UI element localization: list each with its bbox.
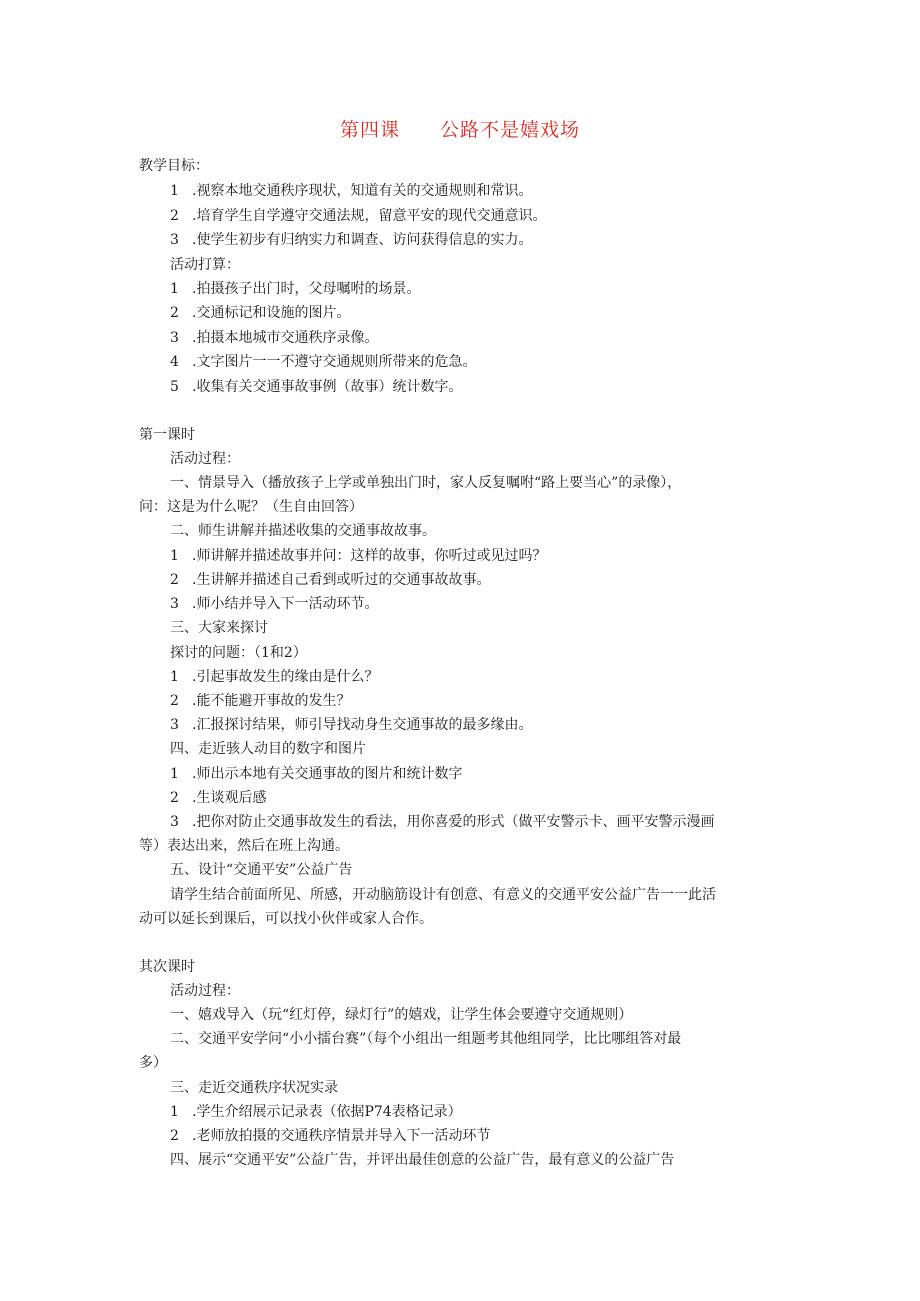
section-heading: 二、师生讲解并描述收集的交通事故故事。 — [170, 523, 436, 539]
list-item: 2 .培育学生自学遵守交通法规，留意平安的现代交通意识。 — [170, 208, 547, 224]
period-heading: 第一课时 — [139, 427, 195, 443]
list-item: 2 .交通标记和设施的图片。 — [170, 305, 351, 321]
list-item: 1 .师讲解并描述故事并问：这样的故事，你听过或见过吗？ — [170, 548, 547, 564]
lesson-title — [0, 117, 920, 143]
paragraph-line: 探讨的问题：（1和2） — [170, 645, 307, 661]
section-heading: 教学目标： — [139, 158, 209, 174]
list-item: 1 .视察本地交通秩序现状，知道有关的交通规则和常识。 — [170, 183, 533, 199]
list-item: 1 .引起事故发生的缘由是什么？ — [170, 669, 379, 685]
lesson-name: 公路不是嬉戏场 — [440, 119, 581, 141]
list-item: 3 .使学生初步有归纳实力和调查、访问获得信息的实力。 — [170, 232, 533, 248]
period-heading: 其次课时 — [139, 959, 195, 975]
paragraph-line: 多） — [139, 1055, 167, 1071]
list-item: 2 .能不能避开事故的发生？ — [170, 693, 351, 709]
lesson-number: 第四课 — [339, 119, 400, 141]
section-heading: 三、大家来探讨 — [170, 620, 268, 636]
paragraph-line: 动可以延长到课后，可以找小伙伴或家人合作。 — [139, 911, 433, 927]
list-item: 1 .学生介绍展示记录表（依据P74表格记录） — [170, 1104, 462, 1120]
list-item: 2 .老师放拍摄的交通秩序情景并导入下一活动环节 — [170, 1128, 491, 1144]
section-heading: 活动打算： — [170, 257, 240, 273]
list-item: 3 .把你对防止交通事故发生的看法，用你喜爱的形式（做平安警示卡、画平安警示漫画 — [170, 814, 715, 830]
list-item: 3 .师小结并导入下一活动环节。 — [170, 596, 379, 612]
paragraph-line: 请学生结合前面所见、所感，开动脑筋设计有创意、有意义的交通平安公益广告一一此活 — [170, 887, 716, 903]
list-item: 2 .生讲解并描述自己看到或听过的交通事故故事。 — [170, 572, 491, 588]
list-item: 3 .拍摄本地城市交通秩序录像。 — [170, 330, 379, 346]
section-heading: 四、展示“交通平安”公益广告，并评出最佳创意的公益广告，最有意义的公益广告 — [170, 1152, 675, 1168]
list-item: 5 .收集有关交通事故事例（故事）统计数字。 — [170, 379, 463, 395]
paragraph-line: 一、情景导入（播放孩子上学或单独出门时，家人反复嘱咐“路上要当心”的录像）， — [170, 475, 682, 491]
paragraph-line: 问：这是为什么呢？（生自由回答） — [139, 499, 363, 515]
list-item: 4 .文字图片一一不遵守交通规则所带来的危急。 — [170, 354, 477, 370]
section-heading: 活动过程： — [170, 451, 240, 467]
list-item: 2 .生谈观后感 — [170, 790, 267, 806]
list-item: 3 .汇报探讨结果，师引导找动身生交通事故的最多缘由。 — [170, 717, 533, 733]
paragraph-line: 等）表达出来，然后在班上沟通。 — [139, 838, 349, 854]
section-heading: 活动过程： — [170, 983, 240, 999]
paragraph-line: 二、交通平安学问“小小擂台赛”（每个小组出一组题考其他组同学，比比哪组答对最 — [170, 1031, 682, 1047]
list-item: 1 .拍摄孩子出门时，父母嘱咐的场景。 — [170, 281, 421, 297]
section-heading: 五、设计“交通平安”公益广告 — [170, 862, 353, 878]
paragraph-line: 一、嬉戏导入（玩“红灯停，绿灯行”的嬉戏，让学生体会要遵守交通规则） — [170, 1007, 633, 1023]
section-heading: 四、走近骇人动目的数字和图片 — [170, 741, 366, 757]
section-heading: 三、走近交通秩序状况实录 — [170, 1080, 338, 1096]
list-item: 1 .师出示本地有关交通事故的图片和统计数字 — [170, 766, 463, 782]
